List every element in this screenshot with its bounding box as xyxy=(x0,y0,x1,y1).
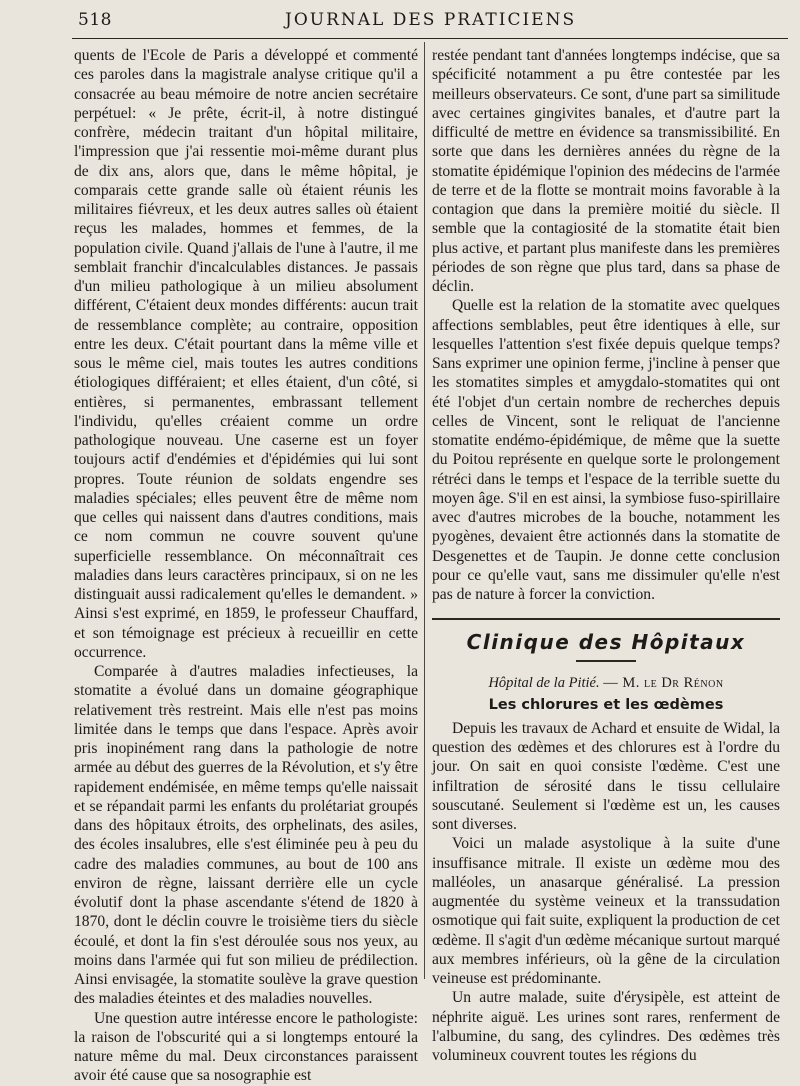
doctor-name: — M. le Dr Rénon xyxy=(603,675,724,692)
left-column xyxy=(74,46,418,1085)
left-paragraph-3: Une question autre intéresse encore le pathologiste: la raison de l'obscurité qui a si longtemps entouré la nature même du mal. Deux circonstances paraissent avoir été cause que sa nosographie est xyxy=(74,1009,418,1085)
right-paragraph-1: restée pendant tant d'années longtemps indécise, que sa spécificité notamment a pu être contestée par les meilleurs observateurs. Ce sont, d'une part sa similitude avec certaines gingivites banales, et d'autre part la difficulté de mettre en évidence sa transmissibilité. En sorte que dans les dernières années du règne de la stomatite épidémique l'opinion des médecins de l'armée de terre et de la flotte se montrait moins favorable à la contagion que dans la première moitié du siècle. Il semble que la contagiosité de la stomatite était bien plus active, et partant plus manifeste dans les premières périodes de son règne que plus tard, dans sa phase de déclin. xyxy=(432,47,780,295)
left-paragraph-2: Comparée à d'autres maladies infectieuses, la stomatite a évolué dans un domaine géographique relativement très restreint. Mais elle n'est pas moins limitée dans le temps que dans l'espace. Après avoir pris inopinément rang dans la pathologie de notre armée au début des guerres de la Révolution, et s'y être rapidement endémisée, en même temps qu'elle naissait et se répandait parmi les enfants du prolétariat groupés dans des hôpitaux étroits, des orphelinats, des asiles, des écoles insalubres, elle s'est éliminée peu à peu du cadre des maladies communes, au bout de 100 ans environ de règne, laissant derrière elle un cycle évolutif dont la phase ascendante s'étend de 1820 à 1870, dont le déclin couvre le troisième tiers du siècle écoulé, et dont la fin s'est déroulée sous nos yeux, au moins dans l'armée qui fut son milieu de prédilection. Ainsi envisagée, la stomatite soulève la grave question des maladies éteintes et des maladies nouvelles. xyxy=(74,663,418,1008)
hospital-name: Hôpital de la Pitié. xyxy=(488,675,600,692)
journal-title: JOURNAL DES PRATICIENS xyxy=(285,10,577,30)
right-paragraph-2: Quelle est la relation de la stomatite avec quelques affections semblables, peut être identiques à elle, sur lesquelles l'attention s'est fixée depuis quelque temps? Sans exprimer une opinion ferme, j'incline à penser que les stomatites simples et amygdalo-stomatites qui ont été l'objet d'un certain nombre de recherches depuis celles de Vincent, sont le reliquat de l'ancienne stomatite endémo-épidémique, de même que la suette du Poitou représente en quelque sorte le prolongement rétréci dans le temps et l'espace de la terrible suette du moyen âge. S'il en est ainsi, la symbiose fuso-spirillaire avec d'autres microbes de la bouche, notamment les pyogènes, devaient être actionnés dans la stomatite de Desgenettes et de Taupin. Je donne cette conclusion pour ce qu'elle vaut, sans me dissimuler qu'elle n'est pas de nature à forcer la conviction. xyxy=(432,297,780,603)
right-paragraph-4: Voici un malade asystolique à la suite d'une insuffisance mitrale. Il existe un œdème mou des malléoles, un anasarque généralisé. La pression augmentée du système veineux et la transsudation osmotique qui fait suite, expliquent la production de cet œdème. Il s'agit d'un œdème mécanique surtout marqué aux membres inférieurs, où la gêne de la circulation veineuse est prédominante. xyxy=(432,835,780,987)
page-header xyxy=(0,0,800,44)
section-title: Clinique des Hôpitaux xyxy=(466,630,746,655)
page-number: 518 xyxy=(78,10,112,30)
hospital-line xyxy=(432,674,780,693)
left-paragraph-1: quents de l'Ecole de Paris a développé et commenté ces paroles dans la magistrale analyse critique qu'il a consacrée au beau mémoire de notre ancien secrétaire perpétuel: « Je prête, écrit-il, à notre distingué confrère, médecin traitant d'un hôpital militaire, l'impression que j'ai ressentie moi-même durant plus de dix ans, alors que, dans le même hôpital, je comparais cette grande salle où étaient réunis les militaires fiévreux, et les deux autres salles où étaient reçus les malades, hommes et femmes, de la population civile. Quand j'allais de l'une à l'autre, il me semblait franchir d'incalculables distances. Je passais d'un milieu pathologique à un milieu absolument différent, C'étaient deux mondes différents: aucun trait de ressemblance complète; au contraire, opposition entre les deux. C'était pourtant dans la même ville et sous le même ciel, mais toutes les autres conditions étiologiques différaient; et elles étaient, d'un côté, si entières, si permanentes, embrassant tellement l'individu, qu'elles créaient comme un ordre pathologique nouveau. Une caserne est un foyer toujours actif d'endémies et d'épidémies qui lui sont propres. Toute réunion de soldats engendre ses maladies spéciales; elles peuvent être de même nom que celles qui naissent dans d'autres conditions, mais ce nom commun ne couvre souvent qu'une superficielle ressemblance. On méconnaîtrait ces maladies dans leurs caractères principaux, si on ne les distinguait aussi radicalement qu'elles le demandent. » Ainsi s'est exprimé, en 1859, le professeur Chauffard, et son témoignage est précieux à recueillir en cette occurrence. xyxy=(74,47,418,661)
right-paragraph-3: Depuis les travaux de Achard et ensuite de Widal, la question des œdèmes et des chlorures est à l'ordre du jour. On sait en quoi consiste l'œdème. C'est une infiltration de sérosité dans le tissu cellulaire souscutané. Seulement si l'œdème est un, les causes sont diverses. xyxy=(432,719,780,833)
right-paragraph-5: Un autre malade, suite d'érysipèle, est atteint de néphrite aiguë. Les urines sont rares, renferment de l'albumine, du sang, des cylindres. Des œdèmes très volumineux couvrent toutes les régions du xyxy=(432,989,780,1064)
section-rule-top xyxy=(432,618,780,620)
column-divider xyxy=(424,42,425,979)
section-heading xyxy=(432,618,780,662)
section-rule-short xyxy=(576,660,636,662)
article-title: Les chlorures et les œdèmes xyxy=(488,696,724,713)
right-column xyxy=(432,46,780,1064)
header-rule xyxy=(72,38,788,39)
